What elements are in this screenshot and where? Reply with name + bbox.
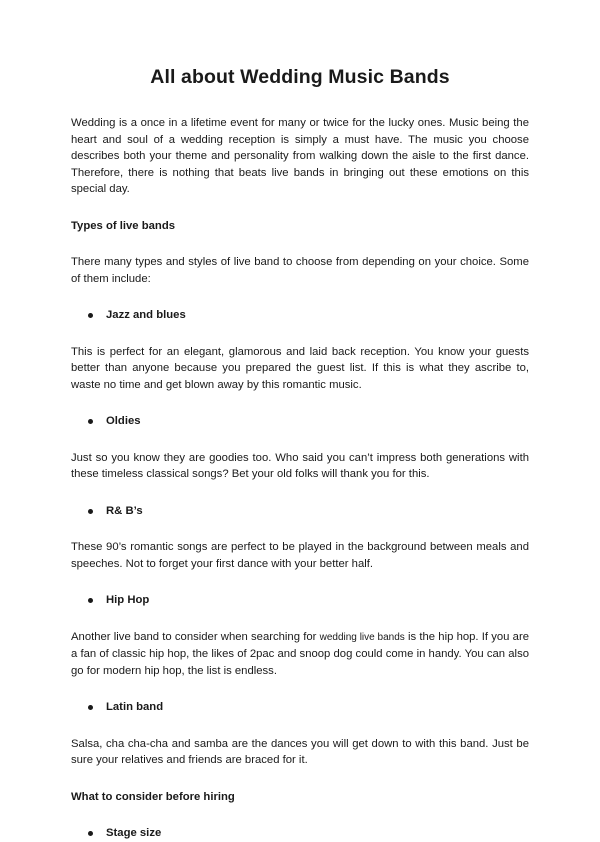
jazz-paragraph: This is perfect for an elegant, glamorous and laid back reception. You know your guests better than anyone because you prepared the guest list. If this is what they ascribe to, waste no time and get blown away by this romantic music.: [71, 345, 529, 391]
bullet-label: R& B’s: [106, 504, 143, 517]
latin-paragraph: Salsa, cha cha-cha and samba are the dances you will get down to with this band. Just be sure your relatives and friends are braced for it.: [71, 737, 529, 766]
bullet-label: Hip Hop: [106, 594, 150, 606]
section-heading-consider: What to consider before hiring: [71, 790, 235, 803]
bullet-label: Latin band: [106, 701, 164, 713]
bullet-dot-icon: [88, 705, 93, 710]
bullet-label: Stage size: [106, 827, 162, 839]
bullet-label: Jazz and blues: [106, 309, 186, 321]
bullet-dot-icon: [88, 831, 93, 836]
bullet-hip-hop: [71, 592, 529, 609]
bullet-rnb: [71, 503, 529, 520]
bullet-jazz-and-blues: [71, 307, 529, 324]
bullet-dot-icon: [88, 313, 93, 318]
bullet-dot-icon: [88, 419, 93, 424]
bullet-oldies: [71, 413, 529, 430]
bullet-label: Oldies: [106, 415, 141, 427]
bullet-latin-band: [71, 699, 529, 716]
wedding-live-bands-link[interactable]: wedding live bands: [319, 631, 405, 643]
hip-hop-paragraph: [71, 629, 529, 680]
hip-hop-text-after: is the hip hop. If you are a fan of classic hip hop, the likes of 2pac and snoop dog could come in handy. You can also go for modern hip hop, the list is endless.: [71, 630, 530, 677]
document-title: All about Wedding Music Bands: [150, 66, 450, 88]
types-intro-paragraph: There many types and styles of live band to choose from depending on your choice. Some of them include:: [71, 256, 529, 285]
bullet-dot-icon: [88, 598, 93, 603]
section-heading-types: Types of live bands: [71, 219, 175, 232]
bullet-stage-size: [71, 825, 529, 842]
intro-paragraph: Wedding is a once in a lifetime event for many or twice for the lucky ones. Music being the heart and soul of a wedding reception is simply a must have. The music you choose describes both your theme and personality from walking down the aisle to the first dance. Therefore, there is nothing that beats live bands in bringing out these emotions on this special day.: [71, 117, 529, 195]
bullet-dot-icon: [88, 509, 93, 514]
hip-hop-text-before: Another live band to consider when searching for: [71, 630, 320, 643]
oldies-paragraph: Just so you know they are goodies too. Who said you can’t impress both generations with these timeless classical songs? Bet your old folks will thank you for this.: [71, 451, 529, 480]
rnb-paragraph: These 90’s romantic songs are perfect to be played in the background between meals and speeches. Not to forget your first dance with your better half.: [71, 541, 529, 570]
